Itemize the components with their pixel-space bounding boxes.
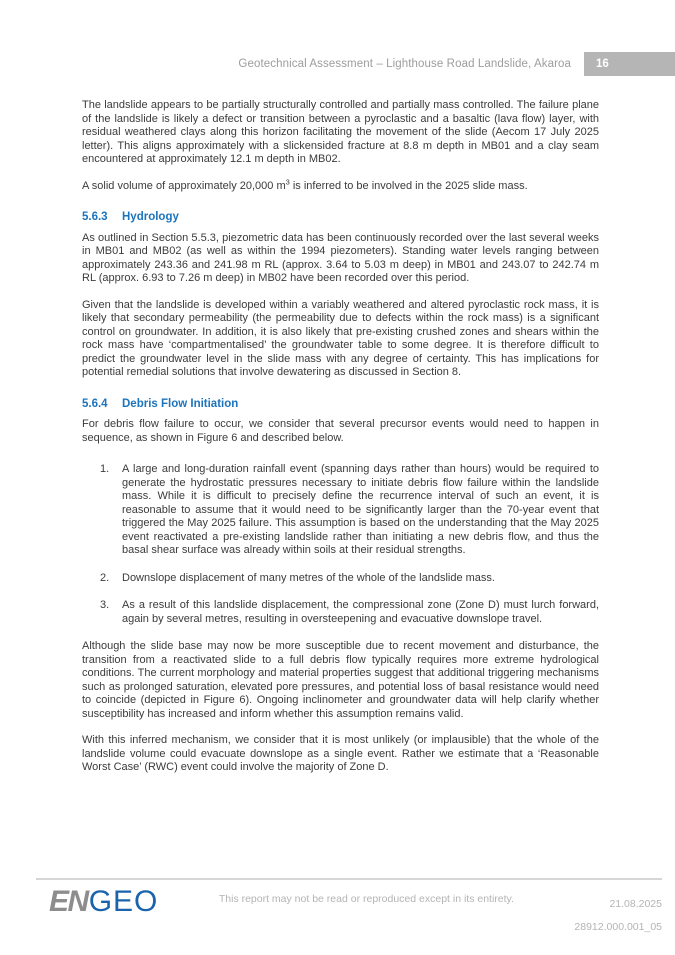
section-title: Debris Flow Initiation	[122, 397, 239, 410]
footer-doc-number: 28912.000.001_05	[574, 921, 662, 933]
list-item-number: 3.	[100, 599, 110, 611]
footer-meta	[574, 893, 662, 939]
section-number: 5.6.4	[82, 397, 108, 410]
section-heading-debris-flow	[82, 398, 599, 412]
paragraph-precursor-events: For debris flow failure to occur, we consider that several precursor events would need to happen in sequence, as shown in Figure 6 and described below.	[82, 418, 599, 444]
page-footer	[36, 886, 662, 939]
section-number: 5.6.3	[82, 211, 108, 223]
precursor-events-list	[82, 463, 599, 626]
footer-divider	[36, 878, 662, 880]
footer-date: 21.08.2025	[609, 898, 662, 910]
paragraph-failure-mechanism: The landslide appears to be partially structurally controlled and partially mass controlled. The failure plane of the landslide is likely a defect or transition between a pyroclastic and a basaltic (lava flow) layer, with residual weathered clays along this horizon facilitating the movement of the slide (Aecom 17 July 2025 letter). This aligns approximately with a slickensided fracture at 8.8 m depth in MB01 and a clay seam encountered at approximately 12.1 m depth in MB02.	[82, 99, 599, 165]
list-item-text: A large and long-duration rainfall event (spanning days rather than hours) would be required to generate the hydrostatic pressures necessary to initiate debris flow failure within the landslide mass. While it is difficult to precisely define the recurrence interval of such an event, it is reasonable to assume that it would need to be significantly larger than the 70-year event that triggered the May 2025 failure. This assumption is based on the understanding that the May 2025 event reactivated a pre-existing landslide rather than initiating a new debris flow, and thus the basal shear surface was already within soils at their residual strengths.	[122, 463, 599, 556]
paragraph-reasonable-worst-case: With this inferred mechanism, we consider that it is most unlikely (or implausible) that the whole of the landslide volume could evacuate downslope as a single event. Rather we estimate that a ‘Reasonable Worst Case’ (RWC) event could involve the majority of Zone D.	[82, 734, 599, 773]
page-header	[0, 52, 675, 76]
logo-text-geo: GEO	[88, 885, 159, 918]
logo-text-en: EN	[49, 885, 88, 918]
list-item	[82, 463, 599, 558]
slide-volume-text-cont: is inferred to be involved in the 2025 slide mass.	[289, 179, 528, 192]
list-item	[82, 572, 599, 586]
list-item-text: As a result of this landslide displacement, the compressional zone (Zone D) must lurch forward, again by several metres, resulting in oversteepening and evacuative downslope travel.	[122, 599, 599, 625]
superscript-cubed: 3	[285, 176, 290, 186]
paragraph-piezometric-data: As outlined in Section 5.5.3, piezometric data has been continuously recorded over the last several weeks in MB01 and MB02 (as well as within the 1994 piezometers). Standing water levels ranging between approximately 243.36 and 241.98 m RL (approx. 3.64 to 5.03 m deep) in MB01 and 243.07 to 242.74 m RL (approx. 6.93 to 7.26 m deep) in MB02 have been recorded over this period.	[82, 231, 599, 284]
running-header-title: Geotechnical Assessment – Lighthouse Road Landslide, Akaroa	[238, 58, 571, 70]
paragraph-slide-volume	[82, 176, 599, 194]
paragraph-secondary-permeability: Given that the landslide is developed within a variably weathered and altered pyroclastic rock mass, it is likely that secondary permeability (the permeability due to defects within the rock mass) is a significant control on groundwater. In addition, it is also likely that pre-existing crushed zones and shears within the rock mass have ‘compartmentalised’ the groundwater table to some degree. It is therefore difficult to predict the groundwater level in the slide mass with any degree of certainty. This has implications for potential remedial solutions that involve dewatering as discussed in Section 8.	[82, 298, 599, 378]
page-number-badge: 16	[584, 52, 675, 76]
list-item-text: Downslope displacement of many metres of the whole of the landslide mass.	[122, 571, 495, 584]
slide-volume-text: A solid volume of approximately 20,000 m	[82, 179, 286, 192]
section-heading-hydrology	[82, 211, 599, 225]
footer-disclaimer: This report may not be read or reproduced except in its entirety.	[218, 893, 514, 905]
list-item	[82, 599, 599, 626]
list-item-number: 2.	[100, 571, 110, 584]
section-title: Hydrology	[122, 211, 179, 223]
engeo-logo	[49, 886, 158, 918]
paragraph-susceptibility: Although the slide base may now be more susceptible due to recent movement and disturbance, the transition from a reactivated slide to a full debris flow typically requires more extreme hydrological conditions. The current morphology and material properties suggest that additional triggering mechanisms such as prolonged saturation, elevated pore pressures, and potential loss of basal resistance would need to coincide (depicted in Figure 6). Ongoing inclinometer and groundwater data will help clarify whether susceptibility has increased and inform whether this assumption remains valid.	[82, 640, 599, 720]
document-body	[82, 99, 599, 788]
list-item-number: 1.	[100, 463, 110, 475]
